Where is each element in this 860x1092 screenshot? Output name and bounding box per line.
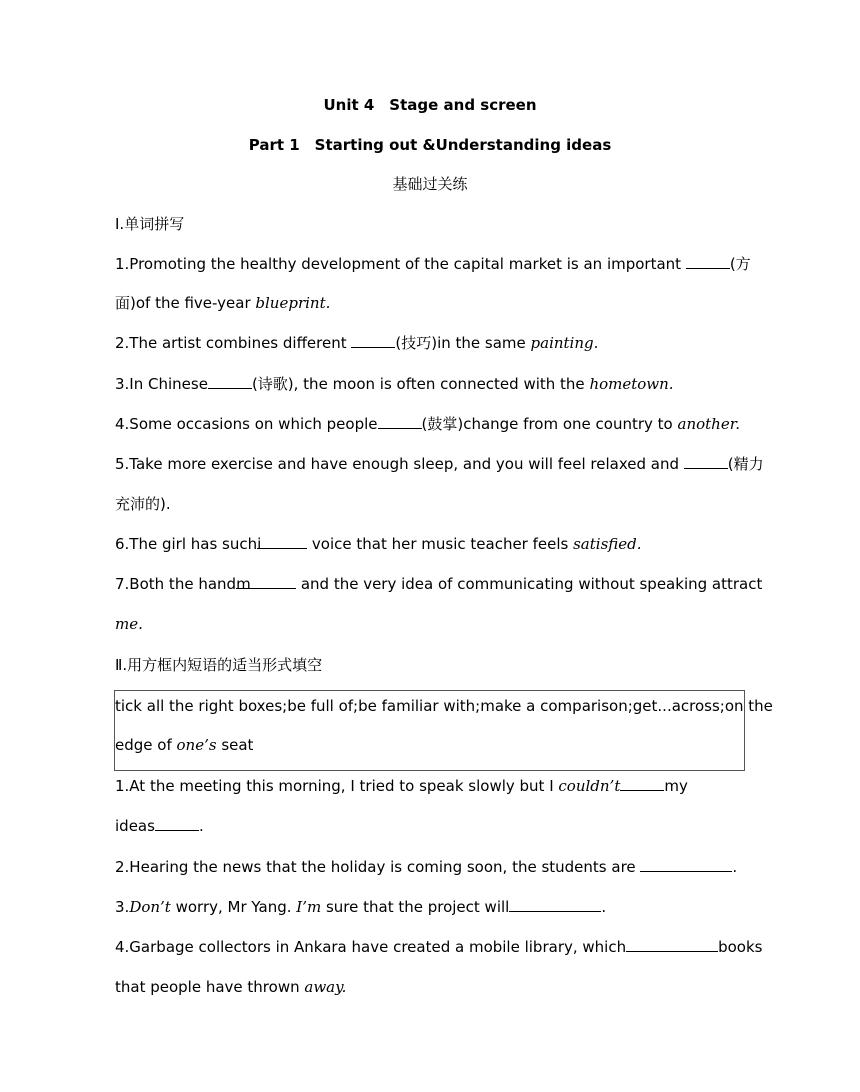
q-text: sure that the project will [321,898,510,916]
q-text: 1.At the meeting this morning, I tried to speak slowly but I [115,777,559,795]
q-text: 3. [115,898,130,916]
s2-question-2 [115,857,755,877]
unit-title: Unit 4 Stage and screen [323,96,537,114]
q-text: worry, Mr Yang. [170,898,297,916]
answer-blank[interactable] [626,937,718,952]
answer-blank[interactable] [208,374,252,389]
section2-heading: Ⅱ.用方框内短语的适当形式填空 [115,656,323,674]
q-text-italic: hometown. [589,375,674,393]
q-text: 5.Take more exercise and have enough sleep, and you will feel relaxed and [115,455,684,473]
section1-heading: Ⅰ.单词拼写 [115,215,185,233]
answer-blank[interactable] [686,254,730,269]
q-text: (方 [729,255,751,273]
q-text-italic: couldn’t [558,777,621,795]
s2-question-3 [115,897,755,917]
s1-question-3 [115,374,755,394]
s1-question-6 [115,534,755,554]
q-text: (精力 [727,455,764,473]
answer-blank[interactable] [684,454,728,469]
s1-question-2 [115,333,755,353]
s1-question-7-line2: me. [115,615,143,633]
q-text: my [664,777,688,795]
answer-blank[interactable] [351,333,395,348]
q-text: and the very idea of communicating without speaking attract [296,575,763,593]
s2-question-4-line1 [115,937,763,957]
answer-blank[interactable] [640,857,732,872]
q-text: ideas [115,817,155,835]
q-text: 1.Promoting the healthy development of the capital market is an important [115,255,686,273]
part-title: Part 1 Starting out &Understanding ideas [248,136,612,154]
q-text-italic: painting. [530,334,599,352]
q-text-italic: blueprint. [255,294,331,312]
answer-blank[interactable] [620,776,664,791]
q-text: 3.In Chinese [115,375,208,393]
s1-question-1-line1 [115,254,755,274]
q-text: that people have thrown [115,978,305,996]
q-text-italic: another. [677,415,740,433]
q-text: 2.The artist combines different [115,334,352,352]
q-text: voice that her music teacher feels [307,535,574,553]
phrase-box [114,690,773,771]
blank-hint-letter: i [257,535,262,553]
q-text-italic: satisfied. [573,535,642,553]
blank-hint-letter: m [236,575,251,593]
q-text: 6.The girl has such [115,535,258,553]
q-text: . [601,898,607,916]
q-text: 面)of the five-year [115,294,256,312]
answer-blank[interactable] [378,414,422,429]
s1-question-4 [115,414,755,434]
s2-question-1-line1 [115,776,755,796]
s2-question-4-line2 [115,977,755,997]
q-text: 4.Garbage collectors in Ankara have created a mobile library, which [115,938,627,956]
answer-blank[interactable] [257,534,307,553]
s1-question-5-line2: 充沛的). [115,495,171,513]
q-text-italic: I’m [296,898,322,916]
phrase-box-line2 [115,735,253,755]
q-text-italic: away. [304,978,347,996]
s1-question-5-line1 [115,454,764,474]
section-subtitle: 基础过关练 [392,175,468,193]
s2-question-1-line2 [115,816,755,836]
q-text: . [198,817,204,835]
q-text: 7.Both the hand [115,575,237,593]
phrase-box-line1: tick all the right boxes;be full of;be familiar with;make a comparison;get...across;on the [115,697,773,715]
box-text: seat [216,736,254,754]
q-text: books [718,938,763,956]
q-text: (技巧)in the same [395,334,531,352]
q-text: 2.Hearing the news that the holiday is coming soon, the students are [115,858,641,876]
s1-question-7-line1 [115,574,763,594]
q-text: . [732,858,738,876]
answer-blank[interactable] [155,816,199,831]
answer-blank[interactable] [509,897,601,912]
q-text: (鼓掌)change from one country to [421,415,678,433]
answer-blank[interactable] [236,574,296,593]
s1-question-1-line2 [115,293,755,313]
q-text: (诗歌), the moon is often connected with the [251,375,590,393]
q-text: 4.Some occasions on which people [115,415,378,433]
box-text: edge of [115,736,177,754]
box-text-italic: one’s [176,736,217,754]
q-text-italic: Don’t [129,898,171,916]
